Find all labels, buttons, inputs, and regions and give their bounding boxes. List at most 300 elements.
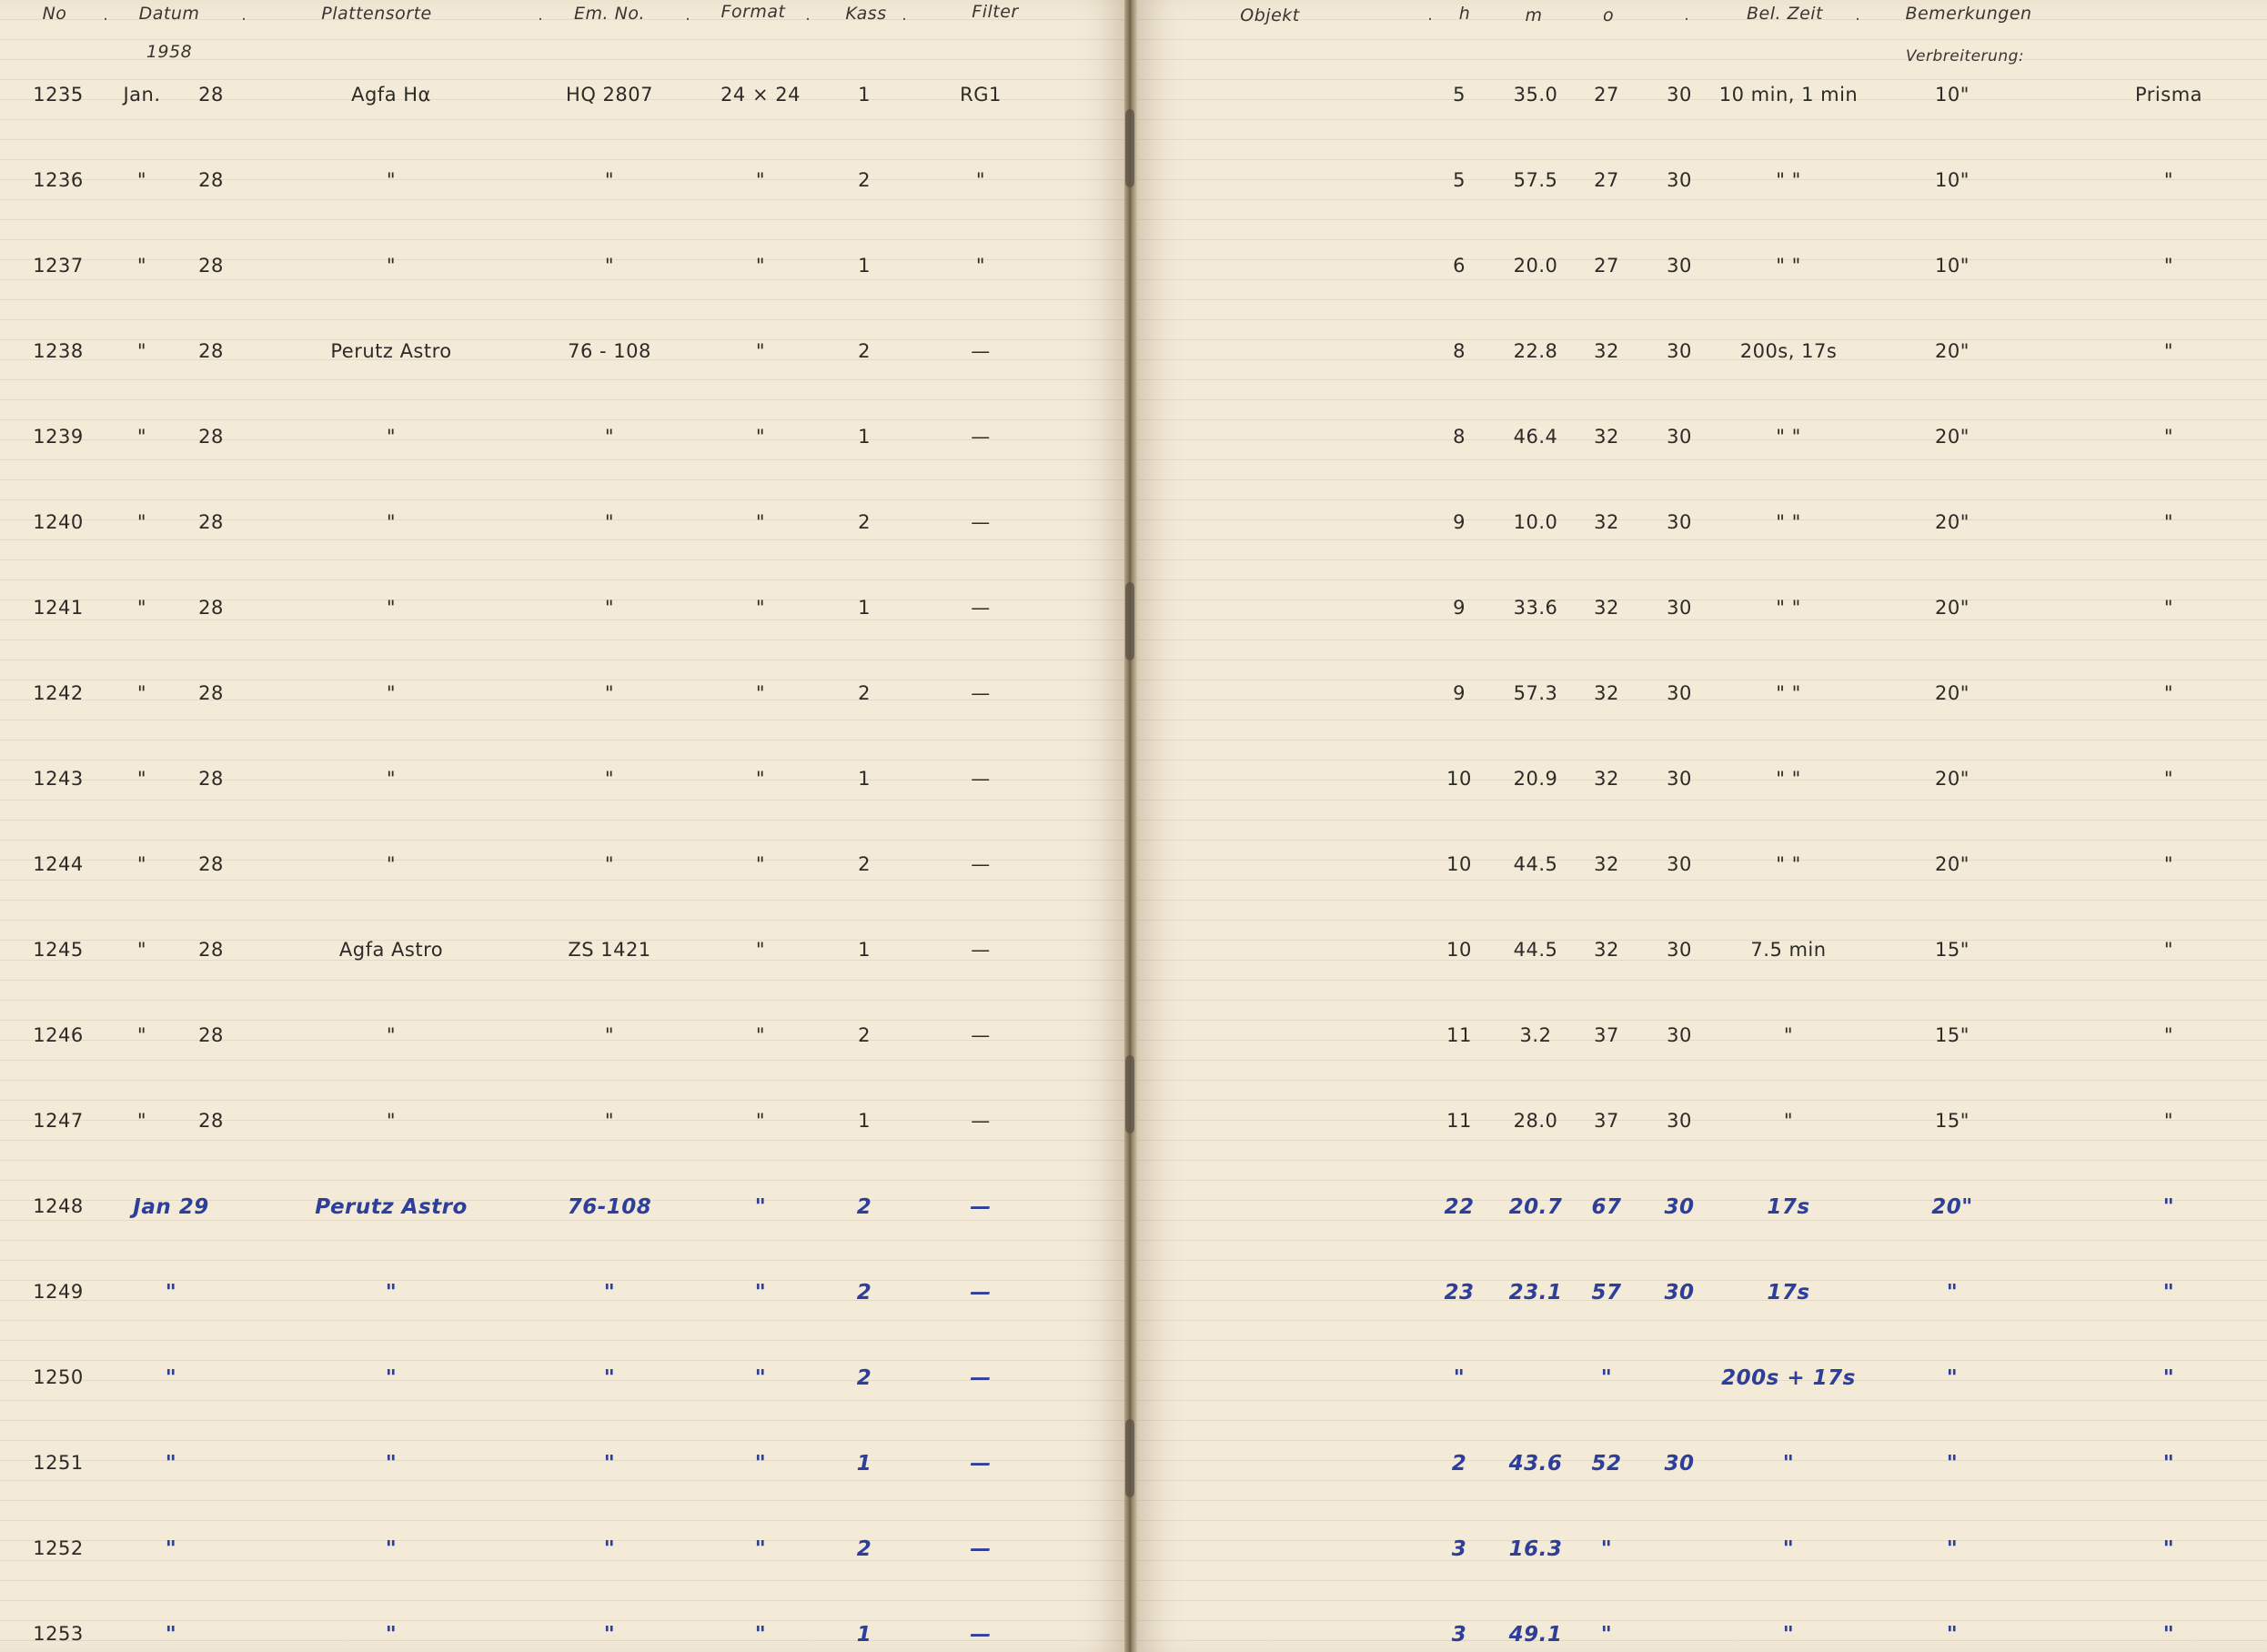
- header-objekt: Objekt: [1240, 5, 1300, 25]
- row-emulsion-number: ": [603, 1452, 616, 1476]
- row-exposure-time: ": [1782, 1623, 1795, 1647]
- row-remarks: ": [2163, 255, 2174, 277]
- row-plate-type: Agfa Astro: [338, 939, 444, 961]
- row-day: 28: [198, 1110, 224, 1132]
- row-plate-type: ": [385, 1537, 398, 1561]
- row-day: 28: [198, 340, 224, 362]
- row-plate-type: ": [385, 1281, 398, 1304]
- row-exposure-time: 7.5 min: [1750, 939, 1827, 961]
- row-format: 24 × 24: [720, 84, 801, 106]
- row-exposure-time: " ": [1776, 597, 1801, 619]
- row-remarks: ": [2162, 1452, 2175, 1476]
- row-format: ": [754, 1366, 767, 1390]
- row-remarks: ": [2163, 1024, 2174, 1046]
- row-remarks: Prisma: [2134, 84, 2203, 106]
- row-cassette: 2: [858, 340, 871, 362]
- row-day: 28: [198, 1024, 224, 1046]
- row-filter: —: [971, 853, 991, 875]
- row-dec-minutes: 30: [1664, 1452, 1695, 1476]
- row-exposure-time: " ": [1776, 853, 1801, 875]
- row-month: ": [136, 426, 147, 448]
- row-format: ": [754, 1452, 767, 1476]
- header-separator: .: [805, 5, 811, 25]
- row-widening: ": [1946, 1623, 1959, 1647]
- row-cassette: 2: [858, 853, 871, 875]
- row-widening: 15": [1935, 939, 1970, 961]
- row-plate-type: ": [386, 682, 397, 704]
- row-emulsion-number: ZS 1421: [568, 939, 651, 961]
- row-day: 28: [198, 682, 224, 704]
- row-emulsion-number: ": [604, 511, 615, 533]
- row-month: Jan 29: [133, 1195, 209, 1219]
- header-datum: Datum: [138, 4, 200, 24]
- row-format: ": [755, 768, 766, 790]
- row-dec-degrees: 32: [1594, 426, 1619, 448]
- row-filter: —: [970, 1623, 992, 1647]
- row-filter: —: [970, 1281, 992, 1304]
- row-exposure-time: ": [1782, 1537, 1795, 1561]
- row-remarks: ": [2163, 597, 2174, 619]
- row-exposure-time: " ": [1776, 169, 1801, 191]
- row-ra-minutes: 49.1: [1508, 1623, 1563, 1647]
- row-month: ": [136, 169, 147, 191]
- row-dec-degrees: 67: [1591, 1195, 1622, 1219]
- row-ra-minutes: 10.0: [1513, 511, 1558, 533]
- row-filter: —: [971, 1024, 991, 1046]
- row-number: 1253: [33, 1623, 84, 1645]
- row-widening: 20": [1935, 597, 1970, 619]
- row-emulsion-number: ": [604, 169, 615, 191]
- row-emulsion-number: ": [604, 1110, 615, 1132]
- row-dec-degrees: ": [1600, 1537, 1613, 1561]
- row-widening: 10": [1935, 255, 1970, 277]
- row-ra-hours: 23: [1444, 1281, 1475, 1304]
- row-dec-degrees: 32: [1594, 682, 1619, 704]
- row-ra-hours: 9: [1453, 511, 1466, 533]
- row-plate-type: ": [385, 1623, 398, 1647]
- row-plate-type: ": [385, 1366, 398, 1390]
- row-ra-minutes: 20.7: [1508, 1195, 1563, 1219]
- row-ra-minutes: 20.0: [1513, 255, 1558, 277]
- row-ra-minutes: 16.3: [1508, 1537, 1563, 1561]
- row-exposure-time: " ": [1776, 426, 1801, 448]
- row-format: ": [754, 1195, 767, 1219]
- row-emulsion-number: ": [604, 768, 615, 790]
- row-remarks: ": [2163, 511, 2174, 533]
- row-widening: 20": [1935, 426, 1970, 448]
- row-format: ": [755, 597, 766, 619]
- row-month: ": [136, 853, 147, 875]
- row-ra-hours: 10: [1446, 939, 1472, 961]
- row-cassette: 1: [858, 1110, 871, 1132]
- row-remarks: ": [2163, 939, 2174, 961]
- row-widening: 20": [1935, 682, 1970, 704]
- row-widening: 20": [1935, 511, 1970, 533]
- row-widening: ": [1946, 1452, 1959, 1476]
- row-filter: —: [971, 426, 991, 448]
- row-emulsion-number: ": [603, 1281, 616, 1304]
- row-widening: ": [1946, 1281, 1959, 1304]
- row-number: 1238: [33, 340, 84, 362]
- row-number: 1239: [33, 426, 84, 448]
- row-cassette: 1: [858, 84, 871, 106]
- row-filter: —: [971, 768, 991, 790]
- row-plate-type: ": [386, 169, 397, 191]
- row-format: ": [755, 1110, 766, 1132]
- header-belzeit: Bel. Zeit: [1746, 4, 1824, 24]
- row-remarks: ": [2163, 169, 2174, 191]
- binding-stitch: [1125, 1055, 1134, 1133]
- row-widening: ": [1946, 1366, 1959, 1390]
- row-emulsion-number: ": [603, 1623, 616, 1647]
- row-ra-minutes: 43.6: [1508, 1452, 1563, 1476]
- row-widening: 10": [1935, 169, 1970, 191]
- row-month: ": [136, 597, 147, 619]
- row-cassette: 1: [856, 1452, 872, 1476]
- row-plate-type: ": [386, 255, 397, 277]
- row-remarks: ": [2163, 853, 2174, 875]
- row-month: ": [136, 255, 147, 277]
- row-remarks: ": [2163, 682, 2174, 704]
- row-format: ": [755, 1024, 766, 1046]
- row-plate-type: Perutz Astro: [330, 340, 452, 362]
- row-exposure-time: ": [1783, 1110, 1794, 1132]
- row-dec-minutes: 30: [1667, 939, 1692, 961]
- row-cassette: 2: [858, 1024, 871, 1046]
- row-remarks: ": [2163, 340, 2174, 362]
- row-ra-hours: 11: [1446, 1110, 1472, 1132]
- row-day: 28: [198, 511, 224, 533]
- header-separator: .: [685, 5, 690, 25]
- row-number: 1243: [33, 768, 84, 790]
- row-exposure-time: " ": [1776, 511, 1801, 533]
- row-emulsion-number: ": [604, 853, 615, 875]
- row-ra-hours: 3: [1451, 1623, 1467, 1647]
- row-widening: 15": [1935, 1024, 1970, 1046]
- row-dec-degrees: 32: [1594, 597, 1619, 619]
- row-number: 1241: [33, 597, 84, 619]
- row-ra-minutes: 35.0: [1513, 84, 1558, 106]
- row-ra-hours: 3: [1451, 1537, 1467, 1561]
- row-number: 1242: [33, 682, 84, 704]
- row-day: 28: [198, 169, 224, 191]
- row-remarks: ": [2162, 1195, 2175, 1219]
- row-format: ": [755, 511, 766, 533]
- row-ra-minutes: 44.5: [1513, 939, 1558, 961]
- row-cassette: 1: [858, 768, 871, 790]
- row-cassette: 2: [856, 1195, 872, 1219]
- row-plate-type: ": [386, 853, 397, 875]
- row-emulsion-number: ": [603, 1537, 616, 1561]
- row-filter: —: [970, 1537, 992, 1561]
- row-remarks: ": [2162, 1366, 2175, 1390]
- row-day: 28: [198, 255, 224, 277]
- header-no: No: [42, 4, 67, 24]
- row-exposure-time: 17s: [1767, 1281, 1810, 1304]
- header-kass: Kass: [845, 4, 887, 24]
- row-cassette: 2: [858, 682, 871, 704]
- row-number: 1237: [33, 255, 84, 277]
- row-filter: ": [975, 169, 986, 191]
- row-number: 1252: [33, 1537, 84, 1559]
- row-exposure-time: " ": [1776, 768, 1801, 790]
- header-separator: .: [538, 5, 543, 25]
- row-exposure-time: 17s: [1767, 1195, 1810, 1219]
- row-dec-degrees: ": [1600, 1623, 1613, 1647]
- row-widening: 20": [1935, 768, 1970, 790]
- right-page: [1135, 0, 2267, 1652]
- row-remarks: ": [2163, 768, 2174, 790]
- row-format: ": [754, 1623, 767, 1647]
- header-separator: .: [902, 5, 907, 25]
- binding-stitch: [1125, 109, 1134, 187]
- header-separator: .: [1855, 5, 1860, 25]
- row-cassette: 1: [858, 255, 871, 277]
- row-dec-minutes: 30: [1667, 255, 1692, 277]
- row-filter: RG1: [960, 84, 1002, 106]
- row-filter: —: [970, 1452, 992, 1476]
- row-month: ": [165, 1623, 177, 1647]
- row-dec-degrees: 37: [1594, 1110, 1619, 1132]
- row-format: ": [755, 853, 766, 875]
- header-bemerkungen: Bemerkungen: [1905, 4, 2032, 24]
- left-page: [0, 0, 1126, 1652]
- binding-stitch: [1125, 1419, 1134, 1497]
- row-day: 28: [198, 84, 224, 106]
- row-cassette: 2: [856, 1537, 872, 1561]
- row-filter: —: [971, 1110, 991, 1132]
- row-dec-minutes: 30: [1667, 84, 1692, 106]
- row-format: ": [755, 939, 766, 961]
- row-month: ": [165, 1537, 177, 1561]
- row-dec-degrees: 32: [1594, 340, 1619, 362]
- row-ra-minutes: 57.3: [1513, 682, 1558, 704]
- row-ra-minutes: 33.6: [1513, 597, 1558, 619]
- row-ra-hours: 10: [1446, 853, 1472, 875]
- row-ra-hours: 5: [1453, 84, 1466, 106]
- row-exposure-time: ": [1783, 1024, 1794, 1046]
- header-verbreiterung: Verbreiterung:: [1905, 47, 2025, 65]
- row-ra-hours: ": [1453, 1366, 1466, 1390]
- row-emulsion-number: 76-108: [567, 1195, 652, 1219]
- row-widening: 20": [1931, 1195, 1973, 1219]
- row-ra-hours: 9: [1453, 682, 1466, 704]
- row-cassette: 2: [856, 1366, 872, 1390]
- row-day: 28: [198, 768, 224, 790]
- row-dec-minutes: 30: [1667, 853, 1692, 875]
- row-dec-minutes: 30: [1667, 768, 1692, 790]
- header-filter: Filter: [972, 2, 1019, 22]
- row-cassette: 1: [858, 939, 871, 961]
- row-ra-hours: 8: [1453, 426, 1466, 448]
- row-number: 1236: [33, 169, 84, 191]
- row-filter: —: [971, 597, 991, 619]
- row-dec-degrees: 27: [1594, 169, 1619, 191]
- row-day: 28: [198, 426, 224, 448]
- row-month: ": [165, 1452, 177, 1476]
- row-day: 28: [198, 939, 224, 961]
- row-emulsion-number: 76 - 108: [568, 340, 651, 362]
- row-dec-minutes: 30: [1667, 169, 1692, 191]
- row-number: 1244: [33, 853, 84, 875]
- row-plate-type: ": [386, 1110, 397, 1132]
- row-ra-minutes: 44.5: [1513, 853, 1558, 875]
- row-dec-minutes: 30: [1664, 1281, 1695, 1304]
- row-dec-minutes: 30: [1667, 426, 1692, 448]
- row-month: ": [136, 1110, 147, 1132]
- row-remarks: ": [2163, 1110, 2174, 1132]
- row-dec-minutes: 30: [1667, 682, 1692, 704]
- row-dec-degrees: ": [1600, 1366, 1613, 1390]
- row-month: ": [165, 1281, 177, 1304]
- row-dec-degrees: 27: [1594, 255, 1619, 277]
- row-number: 1249: [33, 1281, 84, 1303]
- header-year: 1958: [146, 42, 193, 62]
- header-h: h: [1458, 4, 1471, 24]
- row-format: ": [755, 169, 766, 191]
- row-exposure-time: 200s, 17s: [1739, 340, 1838, 362]
- row-remarks: ": [2162, 1623, 2175, 1647]
- header-m: m: [1525, 5, 1543, 25]
- book-gutter: [1124, 0, 1137, 1652]
- row-ra-hours: 6: [1453, 255, 1466, 277]
- row-ra-minutes: 22.8: [1513, 340, 1558, 362]
- row-plate-type: Perutz Astro: [315, 1195, 468, 1219]
- row-dec-degrees: 32: [1594, 853, 1619, 875]
- row-month: ": [136, 768, 147, 790]
- header-separator: .: [241, 5, 247, 25]
- row-filter: —: [971, 682, 991, 704]
- row-ra-hours: 5: [1453, 169, 1466, 191]
- row-cassette: 2: [858, 169, 871, 191]
- row-number: 1246: [33, 1024, 84, 1046]
- row-ra-minutes: 20.9: [1513, 768, 1558, 790]
- row-ra-minutes: 23.1: [1508, 1281, 1563, 1304]
- row-dec-minutes: 30: [1667, 340, 1692, 362]
- row-dec-degrees: 52: [1591, 1452, 1622, 1476]
- row-plate-type: ": [386, 1024, 397, 1046]
- row-exposure-time: 10 min, 1 min: [1718, 84, 1859, 106]
- row-format: ": [755, 682, 766, 704]
- row-emulsion-number: ": [603, 1366, 616, 1390]
- row-number: 1250: [33, 1366, 84, 1388]
- row-number: 1235: [33, 84, 84, 106]
- row-month: ": [136, 1024, 147, 1046]
- row-filter: —: [971, 340, 991, 362]
- row-widening: 20": [1935, 340, 1970, 362]
- row-filter: —: [971, 511, 991, 533]
- row-month: ": [165, 1366, 177, 1390]
- row-day: 28: [198, 597, 224, 619]
- row-remarks: ": [2163, 426, 2174, 448]
- row-emulsion-number: ": [604, 426, 615, 448]
- row-ra-hours: 22: [1444, 1195, 1475, 1219]
- header-plattensorte: Plattensorte: [321, 4, 432, 24]
- row-dec-degrees: 32: [1594, 939, 1619, 961]
- row-month: ": [136, 340, 147, 362]
- row-number: 1248: [33, 1195, 84, 1217]
- row-dec-minutes: 30: [1667, 1110, 1692, 1132]
- header-o: o: [1602, 5, 1615, 25]
- row-number: 1245: [33, 939, 84, 961]
- row-filter: —: [970, 1195, 992, 1219]
- row-format: ": [754, 1281, 767, 1304]
- row-plate-type: ": [386, 597, 397, 619]
- row-cassette: 2: [856, 1281, 872, 1304]
- row-exposure-time: " ": [1776, 682, 1801, 704]
- header-separator: .: [1427, 5, 1433, 25]
- row-ra-hours: 8: [1453, 340, 1466, 362]
- row-widening: 15": [1935, 1110, 1970, 1132]
- row-ra-minutes: 28.0: [1513, 1110, 1558, 1132]
- row-emulsion-number: ": [604, 255, 615, 277]
- header-format: Format: [720, 2, 786, 22]
- row-widening: 10": [1935, 84, 1970, 106]
- row-day: 28: [198, 853, 224, 875]
- row-plate-type: ": [386, 768, 397, 790]
- row-dec-minutes: 30: [1667, 511, 1692, 533]
- binding-stitch: [1125, 582, 1134, 660]
- row-month: ": [136, 939, 147, 961]
- row-emulsion-number: HQ 2807: [566, 84, 653, 106]
- row-ra-hours: 9: [1453, 597, 1466, 619]
- row-plate-type: Agfa Hα: [351, 84, 431, 106]
- row-exposure-time: " ": [1776, 255, 1801, 277]
- row-emulsion-number: ": [604, 682, 615, 704]
- row-number: 1247: [33, 1110, 84, 1132]
- row-month: ": [136, 511, 147, 533]
- row-widening: ": [1946, 1537, 1959, 1561]
- row-filter: —: [970, 1366, 992, 1390]
- row-month: Jan.: [123, 84, 161, 106]
- row-dec-degrees: 57: [1591, 1281, 1622, 1304]
- row-dec-degrees: 27: [1594, 84, 1619, 106]
- row-cassette: 1: [858, 426, 871, 448]
- header-separator: .: [1684, 5, 1689, 25]
- row-exposure-time: ": [1782, 1452, 1795, 1476]
- row-dec-minutes: 30: [1664, 1195, 1695, 1219]
- row-dec-degrees: 32: [1594, 511, 1619, 533]
- row-number: 1240: [33, 511, 84, 533]
- row-ra-hours: 11: [1446, 1024, 1472, 1046]
- row-ra-minutes: 3.2: [1519, 1024, 1552, 1046]
- row-ra-hours: 2: [1451, 1452, 1467, 1476]
- row-number: 1251: [33, 1452, 84, 1474]
- row-emulsion-number: ": [604, 597, 615, 619]
- row-remarks: ": [2162, 1281, 2175, 1304]
- row-ra-hours: 10: [1446, 768, 1472, 790]
- row-filter: —: [971, 939, 991, 961]
- row-format: ": [754, 1537, 767, 1561]
- row-dec-degrees: 32: [1594, 768, 1619, 790]
- row-plate-type: ": [386, 426, 397, 448]
- row-widening: 20": [1935, 853, 1970, 875]
- row-plate-type: ": [385, 1452, 398, 1476]
- row-exposure-time: 200s + 17s: [1721, 1366, 1856, 1390]
- row-plate-type: ": [386, 511, 397, 533]
- row-dec-minutes: 30: [1667, 1024, 1692, 1046]
- row-dec-degrees: 37: [1594, 1024, 1619, 1046]
- row-filter: ": [975, 255, 986, 277]
- row-dec-minutes: 30: [1667, 597, 1692, 619]
- row-format: ": [755, 255, 766, 277]
- row-format: ": [755, 426, 766, 448]
- row-emulsion-number: ": [604, 1024, 615, 1046]
- row-cassette: 2: [858, 511, 871, 533]
- row-format: ": [755, 340, 766, 362]
- row-ra-minutes: 57.5: [1513, 169, 1558, 191]
- row-ra-minutes: 46.4: [1513, 426, 1558, 448]
